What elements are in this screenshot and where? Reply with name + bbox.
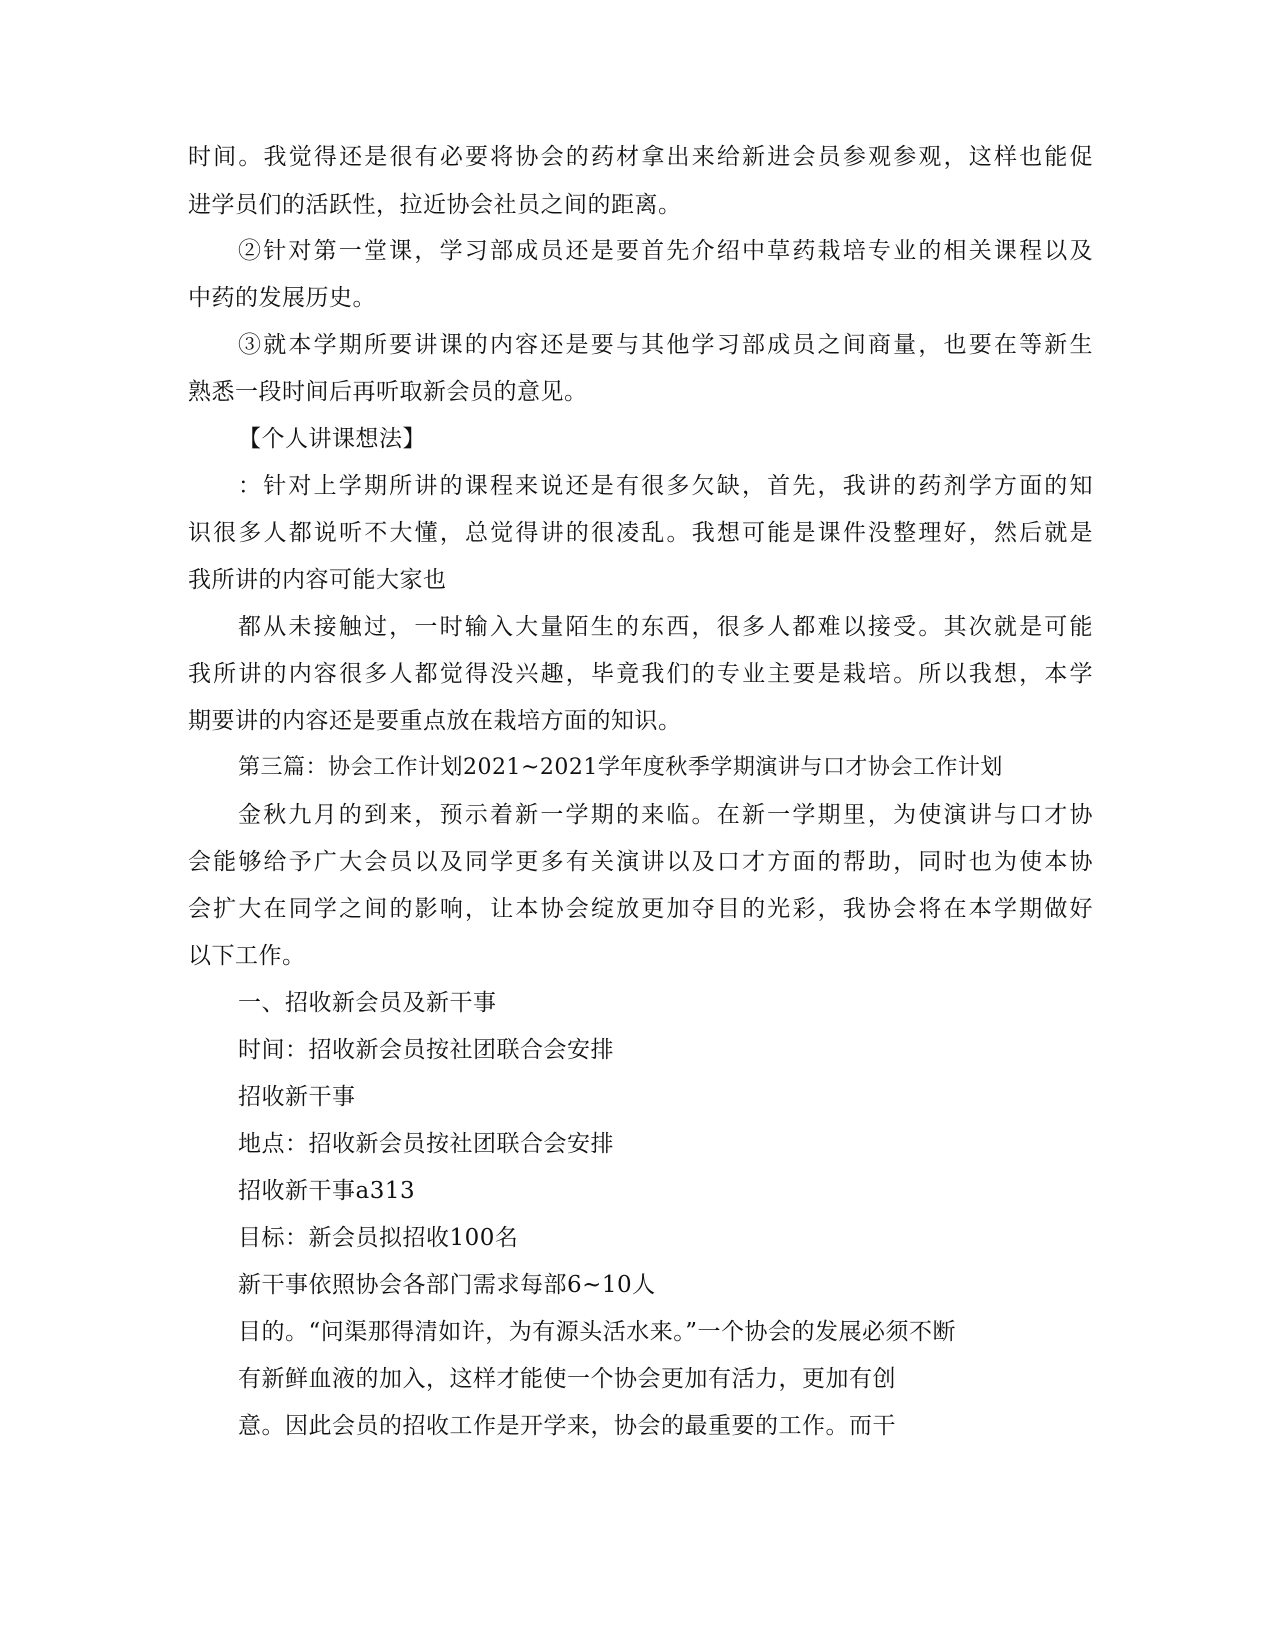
paragraph-line: 新干事依照协会各部门需求每部6~10人 [238, 1272, 656, 1298]
paragraph-line: 时间。我觉得还是很有必要将协会的药材拿出来给新进会员参观参观，这样也能促 [188, 144, 1093, 170]
paragraph-line: 时间：招收新会员按社团联合会安排 [238, 1037, 614, 1063]
paragraph-line: 意。因此会员的招收工作是开学来，协会的最重要的工作。而干 [238, 1413, 896, 1439]
paragraph-line: 有新鲜血液的加入，这样才能使一个协会更加有活力，更加有创 [238, 1366, 896, 1392]
paragraph-line: 中药的发展历史。 [188, 285, 376, 311]
paragraph-line: ③就本学期所要讲课的内容还是要与其他学习部成员之间商量，也要在等新生 [238, 332, 1093, 358]
paragraph-line: 期要讲的内容还是要重点放在栽培方面的知识。 [188, 708, 682, 734]
paragraph-line: 识很多人都说听不大懂，总觉得讲的很凌乱。我想可能是课件没整理好，然后就是 [188, 520, 1093, 546]
paragraph-line: 地点：招收新会员按社团联合会安排 [238, 1131, 614, 1157]
paragraph-line: 招收新干事 [238, 1084, 356, 1110]
article-title: 第三篇：协会工作计划2021~2021学年度秋季学期演讲与口才协会工作计划 [238, 755, 1003, 780]
paragraph-line: 我所讲的内容可能大家也 [188, 567, 447, 593]
section-heading: 一、招收新会员及新干事 [238, 990, 497, 1016]
paragraph-line: 目标：新会员拟招收100名 [238, 1225, 519, 1251]
paragraph-line: 会能够给予广大会员以及同学更多有关演讲以及口才方面的帮助，同时也为使本协 [188, 849, 1093, 875]
paragraph-line: 都从未接触过，一时输入大量陌生的东西，很多人都难以接受。其次就是可能 [238, 614, 1093, 640]
section-heading: 【个人讲课想法】 [238, 426, 426, 452]
paragraph-line: ：针对上学期所讲的课程来说还是有很多欠缺，首先，我讲的药剂学方面的知 [238, 473, 1093, 499]
paragraph-line: 金秋九月的到来，预示着新一学期的来临。在新一学期里，为使演讲与口才协 [238, 802, 1093, 828]
paragraph-line: 熟悉一段时间后再听取新会员的意见。 [188, 379, 588, 405]
paragraph-line: ②针对第一堂课，学习部成员还是要首先介绍中草药栽培专业的相关课程以及 [238, 238, 1093, 264]
paragraph-line: 进学员们的活跃性，拉近协会社员之间的距离。 [188, 192, 682, 218]
paragraph-line: 会扩大在同学之间的影响，让本协会绽放更加夺目的光彩，我协会将在本学期做好 [188, 896, 1093, 922]
paragraph-line: 目的。“问渠那得清如许，为有源头活水来。”一个协会的发展必须不断 [238, 1319, 957, 1345]
paragraph-line: 以下工作。 [188, 943, 306, 969]
paragraph-line: 我所讲的内容很多人都觉得没兴趣，毕竟我们的专业主要是栽培。所以我想，本学 [188, 661, 1093, 687]
paragraph-line: 招收新干事a313 [238, 1178, 416, 1204]
